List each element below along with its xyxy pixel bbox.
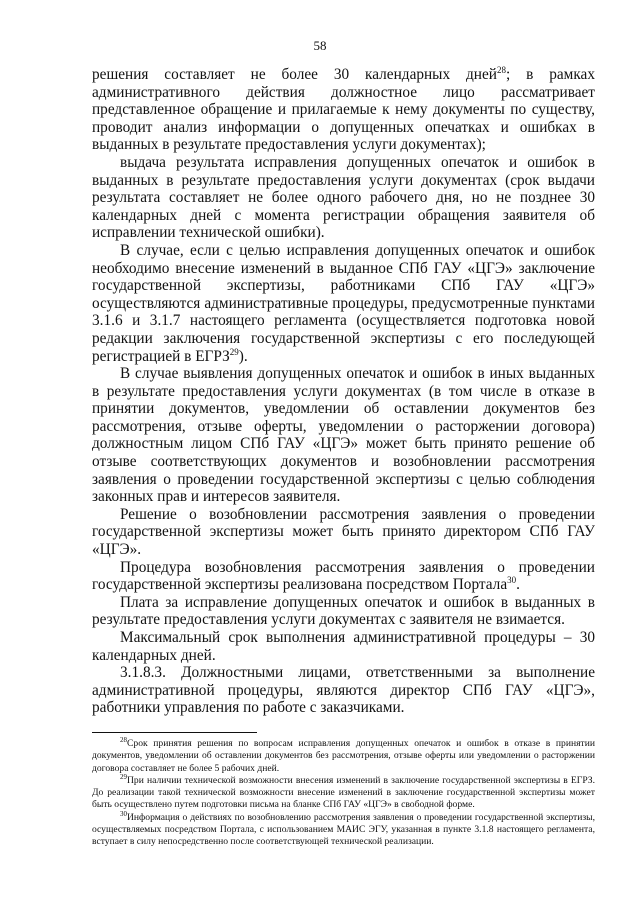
footnote-mark: 30 <box>120 809 127 818</box>
footnote-28: $^{28}$Срок принятия решения по вопросам исправления допущенных опечаток и ошибок в отказе в принятии документов, уведомлении об оставлении документов без рассмотрения, отзыве оферты или уведомлении о расторжении договора составляет не более 5 рабочих дней. <box>92 735 595 774</box>
footnote-ref-30[interactable]: 30 <box>507 575 517 586</box>
footnote-ref-29[interactable]: 29 <box>229 346 239 357</box>
paragraph-6: Процедура возобновления рассмотрения заявления о проведении государственной экспертизы реализована посредством Портала$^{30}$. <box>92 558 595 594</box>
footnote-mark: 28 <box>120 735 127 744</box>
paragraph-5: Решение о возобновлении рассмотрения заявления о проведении государственной экспертизы может быть принято директором СПб ГАУ «ЦГЭ». <box>92 505 595 559</box>
footnote-30: $^{30}$Информация о действиях по возобновлению рассмотрения заявления о проведении государственной экспертизы, осуществляемых посредством Портала, с использованием МАИС ЭГУ, указанная в пункте 3.1.8 настоящего регламента, вступает в силу непосредственно после соответствующей технической реализации. <box>92 809 595 848</box>
paragraph-1: решения составляет не более 30 календарных дней$^{28}$; в рамках административного действия должностное лицо рассматривает представленное обращение и прилагаемые к нему документы по существу, проводит анализ информации о допущенных опечатках и ошибках в выданных в результате предоставления услуги документах); <box>92 64 595 154</box>
paragraph-3: В случае, если с целью исправления допущенных опечаток и ошибок необходимо внесение изменений в выданное СПб ГАУ «ЦГЭ» заключение государственной экспертизы, работниками СПб ГАУ «ЦГЭ» осуществляются административные процедуры, предусмотренные пунктами 3.1.6 и 3.1.7 настоящего регламента (осуществляется подготовка новой редакции заключения государственной экспертизы с его последующей регистрацией в ЕГРЗ$^{29}$). <box>92 241 595 365</box>
paragraph-9: 3.1.8.3. Должностными лицами, ответственными за выполнение административной процедуры, являются директор СПб ГАУ «ЦГЭ», работники управления по работе с заказчиками. <box>92 664 595 717</box>
paragraph-4: В случае выявления допущенных опечаток и ошибок в иных выданных в результате предоставления услуги документах (в том числе в отказе в принятии документов, уведомлении об оставлении документов без рассмотрения, отзыве оферты, уведомлении о расторжении договора) должностным лицом СПб ГАУ «ЦГЭ» может быть принято решение об отзыве соответствующих документов и возобновлении рассмотрения заявления о проведении государственной экспертизы с целью соблюдения законных прав и интересов заявителя. <box>92 365 595 506</box>
body-text <box>92 66 595 717</box>
footnote-divider <box>92 732 257 733</box>
paragraph-2: выдача результата исправления допущенных опечаток и ошибок в выданных в результате предоставления услуги документах (срок выдачи результата составляет не более одного рабочего дня, но не позднее 30 календарных дней с момента регистрации обращения заявителя об исправлении технической ошибки). <box>92 153 595 242</box>
footnote-29: $^{29}$При наличии технической возможности внесения изменений в заключение государственной экспертизы в ЕГРЗ. До реализации такой технической возможности внесение изменений в заключение государственной экспертизы может быть осуществлено путем подготовки письма на бланке СПб ГАУ «ЦГЭ» в свободной форме. <box>92 772 595 811</box>
paragraph-8: Максимальный срок выполнения административной процедуры – 30 календарных дней. <box>92 629 595 664</box>
footnotes <box>92 735 595 849</box>
footnote-mark: 29 <box>120 772 127 781</box>
page-number: 58 <box>313 38 327 53</box>
footnote-ref-28[interactable]: 28 <box>496 64 506 75</box>
paragraph-7: Плата за исправление допущенных опечаток и ошибок в выданных в результате предоставления услуги документах с заявителя не взимается. <box>92 593 595 629</box>
